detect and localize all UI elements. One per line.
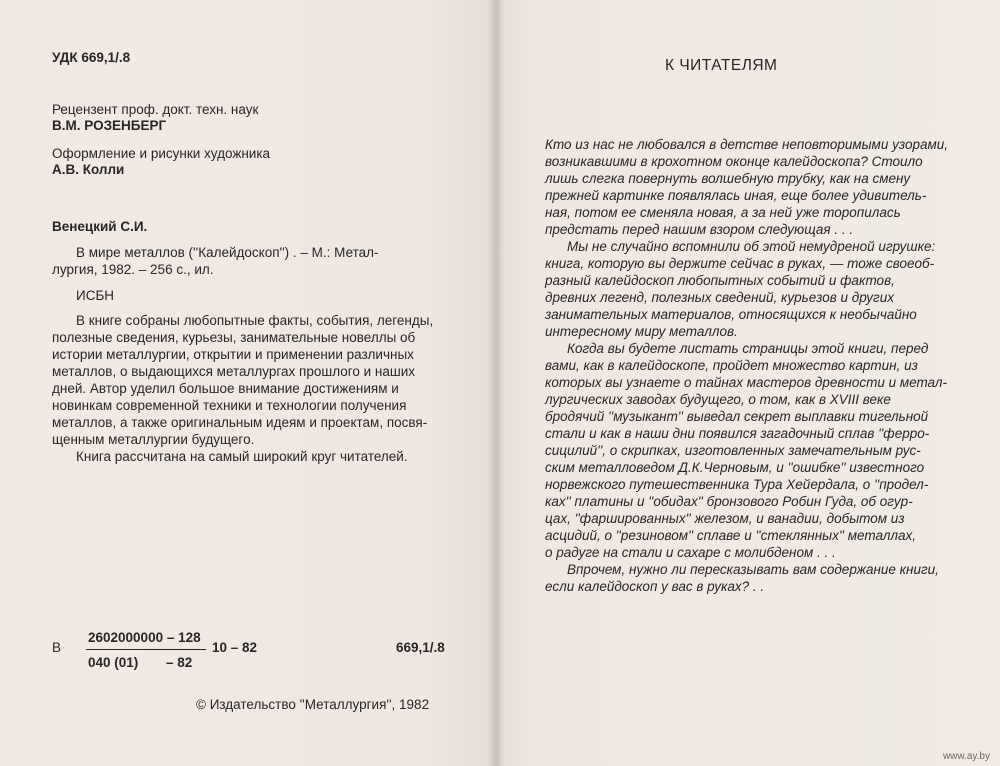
preface-line: Когда вы будете листать страницы этой книги, перед: [567, 341, 929, 356]
right-page: [495, 0, 1000, 766]
bib-line: В мире металлов (''Калейдоскоп'') . – М.: Метал-: [76, 245, 379, 260]
preface-line: вами, как в калейдоскопе, пройдет множество картин, из: [545, 358, 918, 373]
designer-name: А.В. Колли: [52, 162, 125, 177]
preface-line: древних легенд, полезных сведений, курьезов и других: [545, 290, 894, 305]
isbn-label: ИСБН: [76, 288, 115, 303]
design-label: Оформление и рисунки художника: [52, 146, 271, 161]
catalog-middle: 10 – 82: [212, 640, 258, 655]
preface-line: интересному миру металлов.: [545, 324, 738, 339]
preface-line: о радуге на стали и сахаре с молибденом . . .: [545, 545, 836, 560]
fraction-line: [86, 649, 206, 650]
udk-code: УДК 669,1/.8: [52, 50, 131, 65]
preface-line: лургических заводах будущего, о том, как в XVIII веке: [545, 392, 891, 407]
annotation-line: В книге собраны любопытные факты, события, легенды,: [76, 313, 434, 328]
watermark: www.ay.by: [942, 751, 990, 762]
author-name: Венецкий С.И.: [52, 219, 148, 234]
preface-line: стали и как в наши дни появился загадочный сплав ''ферро-: [545, 426, 930, 441]
preface-line: прежней картинке появлялась иная, еще более удивитель-: [545, 188, 927, 203]
annotation-line: щенным металлургии будущего.: [52, 432, 255, 447]
copyright-line: © Издательство ''Металлургия'', 1982: [196, 697, 430, 712]
annotation-line: металлов, а также оригинальным идеям и проектам, посвя-: [52, 415, 428, 430]
left-page: [0, 0, 495, 766]
preface-line: разный калейдоскоп любопытных событий и фактов,: [545, 273, 895, 288]
preface-line: бродячий ''музыкант'' выведал секрет выплавки тигельной: [545, 409, 929, 424]
bib-line: лургия, 1982. – 256 с., ил.: [52, 262, 214, 277]
annotation-line: металлов, о выдающихся металлургах прошлого и наших: [52, 364, 416, 379]
preface-line: лишь слегка повернуть волшебную трубку, как на смену: [545, 171, 911, 186]
annotation-line: полезные сведения, курьезы, занимательные новеллы об: [52, 330, 416, 345]
preface-line: ским металловедом Д.К.Черновым, и ''ошибке'' известного: [545, 460, 925, 475]
preface-line: асцидий, о ''резиновом'' сплаве и ''стеклянных'' металлах,: [545, 528, 917, 543]
preface-line: занимательных материалов, относящихся к необычайно: [545, 307, 917, 322]
reviewer-label: Рецензент проф. докт. техн. наук: [52, 102, 259, 117]
preface-line: Впрочем, нужно ли пересказывать вам содержание книги,: [567, 562, 939, 577]
preface-line: возникавшими в крохотном оконце калейдоскопа? Стоило: [545, 154, 923, 169]
reviewer-name: В.М. РОЗЕНБЕРГ: [52, 118, 167, 133]
preface-line: которых вы узнаете о тайнах мастеров древности и метал-: [545, 375, 948, 390]
preface-line: Кто из нас не любовался в детстве неповторимыми узорами,: [545, 137, 948, 152]
annotation-line: дней. Автор уделил большое внимание достижениям и: [52, 381, 399, 396]
preface-line: книга, которую вы держите сейчас в руках, — тоже своеоб-: [545, 256, 935, 271]
annotation-line: новинкам современной техники и технологии получения: [52, 398, 407, 413]
preface-line: цах, ''фаршированных'' железом, и ванадии, добытом из: [545, 511, 905, 526]
catalog-denominator-b: – 82: [166, 655, 193, 670]
preface-line: норвежского путешественника Тура Хейердала, о ''продел-: [545, 477, 929, 492]
chapter-title: К ЧИТАТЕЛЯМ: [665, 57, 778, 74]
preface-line: Мы не случайно вспомнили об этой немудреной игрушке:: [567, 239, 936, 254]
annotation-line: истории металлургии, открытии и применении различных: [52, 347, 414, 362]
catalog-denominator-a: 040 (01): [88, 655, 139, 670]
catalog-code: 669,1/.8: [396, 640, 445, 655]
preface-line: если калейдоскоп у вас в руках? . .: [545, 579, 765, 594]
audience-note: Книга рассчитана на самый широкий круг читателей.: [76, 449, 408, 464]
preface-line: ках'' платины и ''обидах'' бронзового Робин Гуда, об огур-: [545, 494, 913, 509]
preface-line: ная, потом ее сменяла новая, а за ней уже торопилась: [545, 205, 901, 220]
catalog-letter: В: [52, 640, 62, 655]
catalog-numerator: 2602000000 – 128: [88, 630, 201, 645]
preface-line: сицилий'', о скрипках, изготовленных замечательным рус-: [545, 443, 921, 458]
book-gutter: [488, 0, 504, 766]
preface-line: предстать перед нашим взором следующая . . .: [545, 222, 854, 237]
